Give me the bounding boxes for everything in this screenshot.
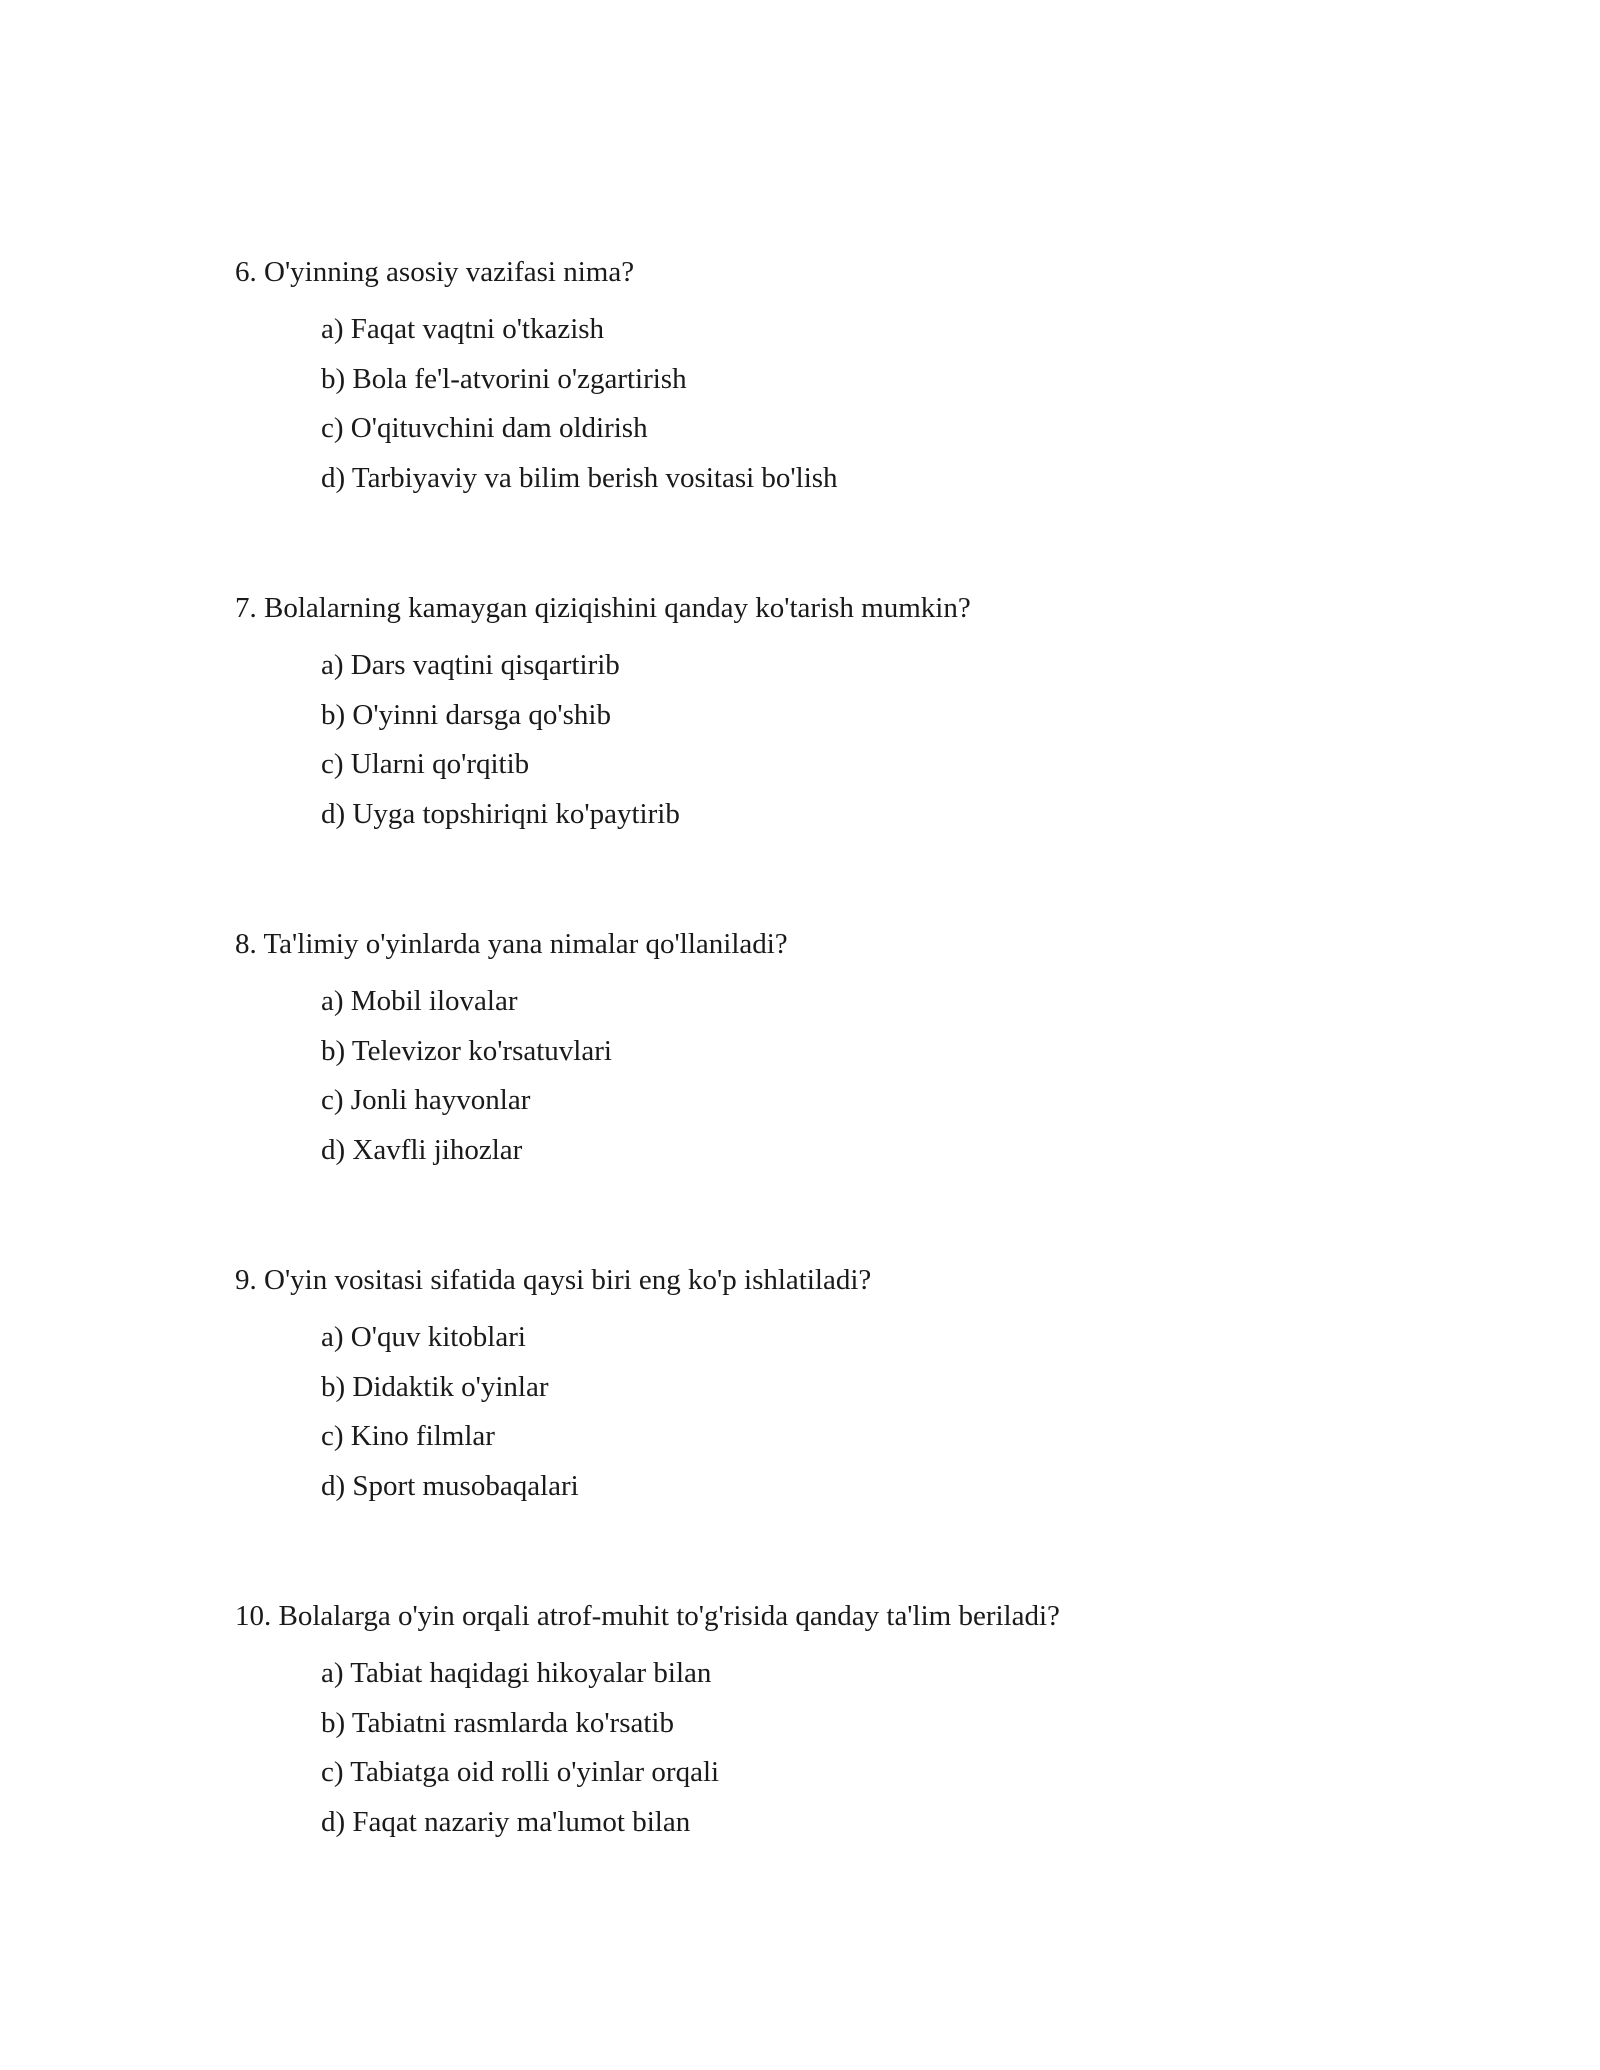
answer-option: b) Televizor ko'rsatuvlari bbox=[321, 1034, 612, 1067]
answer-option: b) Didaktik o'yinlar bbox=[321, 1370, 549, 1403]
answer-option: d) Faqat nazariy ma'lumot bilan bbox=[321, 1805, 691, 1838]
question-block-6 bbox=[235, 252, 1435, 507]
answer-option: d) Xavfli jihozlar bbox=[321, 1133, 523, 1166]
answer-option: b) Tabiatni rasmlarda ko'rsatib bbox=[321, 1706, 674, 1739]
answer-option: a) Tabiat haqidagi hikoyalar bilan bbox=[321, 1657, 712, 1689]
answer-option: a) O'quv kitoblari bbox=[321, 1321, 526, 1353]
answer-option: d) Uyga topshiriqni ko'paytirib bbox=[321, 797, 680, 830]
question-block-7 bbox=[235, 588, 1435, 843]
answer-option: b) O'yinni darsga qo'shib bbox=[321, 698, 611, 731]
answer-option: c) O'qituvchini dam oldirish bbox=[321, 412, 648, 444]
question-text: 10. Bolalarga o'yin orqali atrof-muhit to'g'risida qanday ta'lim beriladi? bbox=[235, 1600, 1060, 1632]
answer-options bbox=[235, 1653, 1435, 1851]
answer-option: d) Sport musobaqalari bbox=[321, 1469, 579, 1502]
question-text: 9. O'yin vositasi sifatida qaysi biri eng ko'p ishlatiladi? bbox=[235, 1264, 872, 1296]
answer-option: c) Kino filmlar bbox=[321, 1420, 495, 1452]
answer-option: b) Bola fe'l-atvorini o'zgartirish bbox=[321, 362, 687, 395]
question-text: 6. O'yinning asosiy vazifasi nima? bbox=[235, 256, 635, 288]
answer-option: c) Jonli hayvonlar bbox=[321, 1084, 531, 1116]
answer-option: a) Dars vaqtini qisqartirib bbox=[321, 649, 620, 681]
answer-options bbox=[235, 309, 1435, 507]
question-text: 8. Ta'limiy o'yinlarda yana nimalar qo'llaniladi? bbox=[235, 928, 788, 960]
answer-option: c) Tabiatga oid rolli o'yinlar orqali bbox=[321, 1756, 720, 1788]
quiz-questions bbox=[235, 252, 1435, 1932]
question-block-9 bbox=[235, 1260, 1435, 1515]
answer-options bbox=[235, 1317, 1435, 1515]
question-block-8 bbox=[235, 924, 1435, 1179]
question-block-10 bbox=[235, 1596, 1435, 1851]
answer-option: d) Tarbiyaviy va bilim berish vositasi bo'lish bbox=[321, 461, 838, 494]
question-text: 7. Bolalarning kamaygan qiziqishini qanday ko'tarish mumkin? bbox=[235, 592, 971, 624]
answer-options bbox=[235, 981, 1435, 1179]
answer-options bbox=[235, 645, 1435, 843]
answer-option: a) Faqat vaqtni o'tkazish bbox=[321, 313, 605, 345]
answer-option: a) Mobil ilovalar bbox=[321, 985, 518, 1017]
answer-option: c) Ularni qo'rqitib bbox=[321, 748, 530, 780]
